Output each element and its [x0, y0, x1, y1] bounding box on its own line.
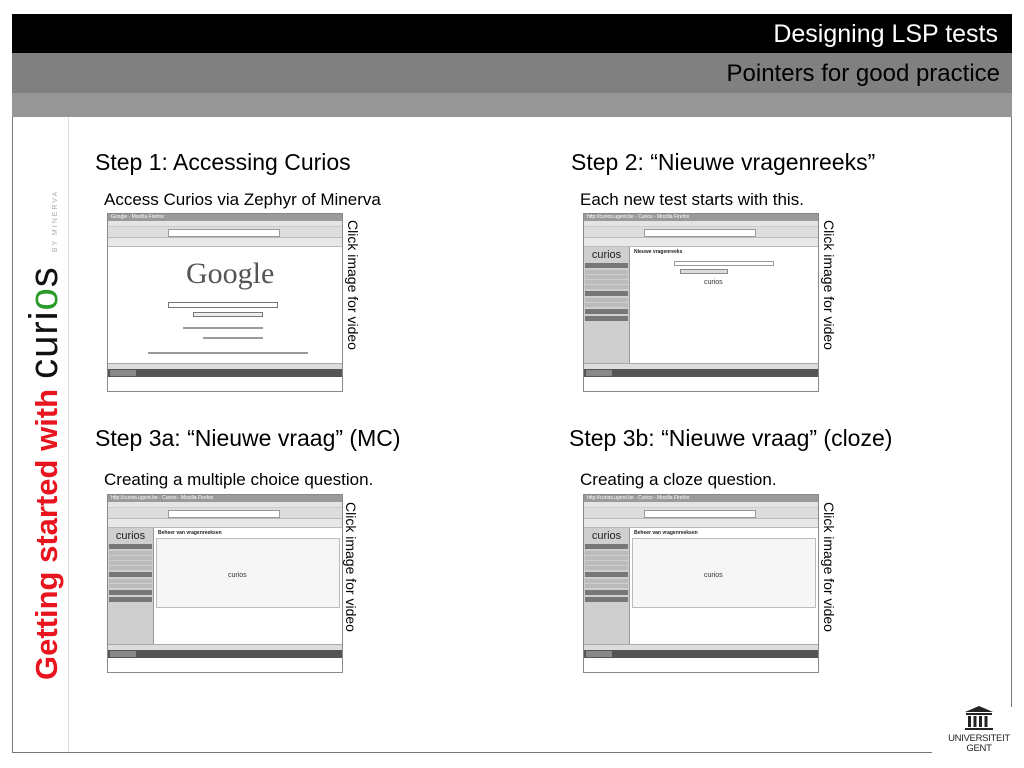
toolbar: [584, 519, 818, 528]
window-title: http://curios.ugent.be - Curios - Mozilla Firefox: [584, 495, 818, 502]
step-2-heading: Step 2: “Nieuwe vragenreeks”: [571, 149, 876, 175]
step-2-video-thumbnail[interactable]: [583, 213, 819, 392]
step-3a-video-hint: Click image for video: [343, 502, 359, 632]
step-3b-heading: Step 3b: “Nieuwe vraag” (cloze): [569, 425, 893, 451]
window-title: http://curios.ugent.be - Curios - Mozilla Firefox: [108, 495, 342, 502]
curios-mini-logo: curios: [115, 530, 146, 542]
right-border: [1011, 117, 1012, 707]
curios-center-logo: curios: [704, 279, 723, 286]
step-2-video-hint: Click image for video: [821, 220, 837, 350]
curios-mini-logo: curios: [591, 249, 622, 261]
google-logo: Google: [186, 257, 275, 290]
taskbar: [584, 650, 818, 658]
window-title: Google - Mozilla Firefox: [108, 214, 342, 221]
slide-subtitle-bar: [12, 53, 1012, 93]
step-3b-video-thumbnail[interactable]: [583, 494, 819, 673]
page-title: Beheer van vragenreeksen: [634, 530, 698, 536]
header-band: [12, 93, 1012, 117]
page-title: Nieuwe vragenreeks: [634, 249, 683, 255]
google-buttons: [193, 312, 263, 317]
step-3a-video-thumbnail[interactable]: [107, 494, 343, 673]
curios-mini-logo: curios: [591, 530, 622, 542]
step-3a-heading: Step 3a: “Nieuwe vraag” (MC): [95, 425, 401, 451]
page-title: Beheer van vragenreeksen: [158, 530, 222, 536]
step-3b-description: Creating a cloze question.: [580, 470, 777, 489]
window-title: http://curios.ugent.be - Curios - Mozilla Firefox: [584, 214, 818, 221]
name-field: [674, 261, 774, 266]
text-line: [148, 352, 308, 354]
question-panel: [632, 538, 816, 608]
curios-logo-sub: BY MINERVA: [52, 189, 59, 253]
nav-bar: [108, 227, 342, 238]
taskbar: [108, 650, 342, 658]
curios-sidebar: [584, 528, 630, 658]
step-3b-video-hint: Click image for video: [821, 502, 837, 632]
building-icon: [964, 705, 994, 731]
question-panel: [156, 538, 340, 608]
text-line: [183, 327, 263, 329]
nav-bar: [584, 508, 818, 519]
step-2-description: Each new test starts with this.: [580, 190, 804, 209]
step-1-heading: Step 1: Accessing Curios: [95, 149, 351, 175]
sidebar-title: [22, 190, 67, 680]
curios-logo: curios: [22, 266, 66, 379]
toolbar: [108, 238, 342, 247]
toolbar: [584, 238, 818, 247]
sidebar-title-text: Getting started with: [29, 388, 64, 680]
step-1-video-thumbnail[interactable]: [107, 213, 343, 392]
step-1-description: Access Curios via Zephyr of Minerva: [104, 190, 381, 209]
taskbar: [108, 369, 342, 377]
nav-bar: [108, 508, 342, 519]
google-search-box: [168, 302, 278, 308]
toolbar: [108, 519, 342, 528]
ugent-logo-text: UNIVERSITEIT GENT: [948, 733, 1010, 754]
ugent-logo: [944, 705, 1014, 754]
taskbar: [584, 369, 818, 377]
slide-title-bar: [12, 14, 1012, 53]
left-border: [12, 117, 13, 753]
curios-sidebar: [108, 528, 154, 658]
slide-title: Designing LSP tests: [773, 20, 998, 48]
text-line: [203, 337, 263, 339]
step-1-video-hint: Click image for video: [345, 220, 361, 350]
curios-center-logo: curios: [704, 572, 723, 579]
curios-center-logo: curios: [228, 572, 247, 579]
step-3a-description: Creating a multiple choice question.: [104, 470, 374, 489]
nav-bar: [584, 227, 818, 238]
save-button: [680, 269, 728, 274]
slide-subtitle: Pointers for good practice: [726, 60, 1000, 87]
sidebar-divider: [68, 117, 69, 753]
bottom-border: [12, 752, 932, 753]
curios-sidebar: [584, 247, 630, 377]
